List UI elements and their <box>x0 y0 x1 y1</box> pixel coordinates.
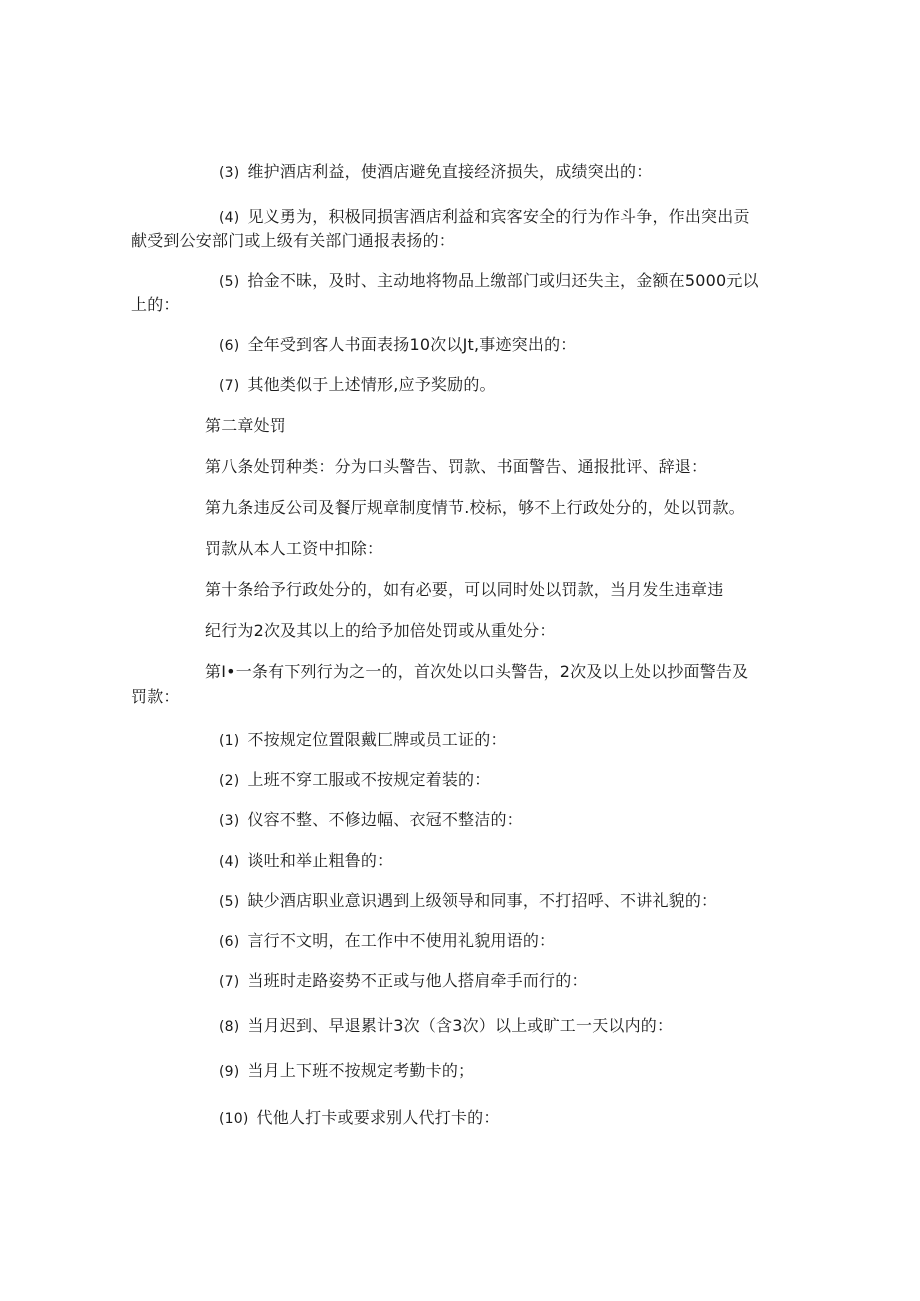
article-10: 第十条给予行政处分的，如有必要，可以同时处以罚款，当月发生违章违 <box>205 580 724 599</box>
penalty-item-9 <box>219 1060 474 1083</box>
item-text: 其他类似于上述情形,应予奖励的。 <box>247 375 496 394</box>
item-text: 缺少酒店职业意识遇到上级领导和同事，不打招呼、不讲礼貌的： <box>247 891 718 910</box>
item-text: 拾金不昧，及时、主动地将物品上缴部门或归还失主，金额在5000元以 <box>247 271 759 290</box>
item-number: (2) <box>219 773 240 789</box>
article-11: 第I•一条有下列行为之一的，首次处以口头警告，2次及以上处以抄面警告及 <box>205 662 749 681</box>
item-number: (1) <box>219 733 240 749</box>
item-number: (4) <box>219 854 240 870</box>
item-number: (3) <box>219 165 240 181</box>
item-text: 代他人打卡或要求别人代打卡的： <box>256 1108 500 1127</box>
item-number: (6) <box>219 338 240 354</box>
penalty-item-2 <box>219 769 490 792</box>
reward-item-4-continuation: 献受到公安部门或上级有关部门通报表扬的： <box>131 231 456 250</box>
reward-item-7 <box>219 374 496 397</box>
item-text: 不按规定位置限戴匚牌或员工证的： <box>247 730 507 749</box>
reward-item-3 <box>219 161 652 184</box>
item-number: (4) <box>219 210 240 226</box>
item-number: (6) <box>219 934 240 950</box>
article-8: 第八条处罚种类：分为口头警告、罚款、书面警告、通报批评、辞退： <box>205 457 708 476</box>
article-11-continuation: 罚款： <box>131 687 180 706</box>
item-text: 当月迟到、早退累计3次（含3次）以上或旷工一天以内的： <box>247 1016 674 1035</box>
item-number: (7) <box>219 974 240 990</box>
reward-item-4 <box>219 206 750 229</box>
item-number: (3) <box>219 813 240 829</box>
penalty-item-1 <box>219 729 507 752</box>
penalty-item-8 <box>219 1015 673 1038</box>
reward-item-6 <box>219 334 576 357</box>
penalty-item-10 <box>219 1107 500 1130</box>
item-text: 当月上下班不按规定考勤卡的； <box>247 1061 475 1080</box>
item-text: 谈吐和举止粗鲁的： <box>247 851 394 870</box>
article-10-continuation: 纪行为2次及其以上的给予加倍处罚或从重处分： <box>205 621 556 640</box>
article-9: 第九条违反公司及餐厅规章制度情节.校标，够不上行政处分的，处以罚款。 <box>205 498 745 517</box>
penalty-item-6 <box>219 930 555 953</box>
penalty-item-7 <box>219 970 588 993</box>
item-text: 见义勇为，积极同损害酒店利益和宾客安全的行为作斗争，作出突出贡 <box>247 207 750 226</box>
penalty-item-3 <box>219 809 523 832</box>
reward-item-5 <box>219 270 759 293</box>
item-number: (7) <box>219 378 240 394</box>
item-number: (5) <box>219 894 240 910</box>
penalty-item-5 <box>219 890 717 913</box>
reward-item-5-continuation: 上的： <box>131 295 180 314</box>
item-number: (10) <box>219 1111 249 1127</box>
item-text: 全年受到客人书面表扬10次以Jt,事迹突出的： <box>247 335 577 354</box>
item-text: 当班时走路姿势不正或与他人搭肩牵手而行的： <box>247 971 588 990</box>
item-text: 维护酒店利益，使酒店避免直接经济损失，成绩突出的： <box>247 162 653 181</box>
penalty-item-4 <box>219 850 393 873</box>
item-number: (9) <box>219 1064 240 1080</box>
item-text: 仪容不整、不修边幅、衣冠不整洁的： <box>247 810 523 829</box>
chapter-title: 第二章处罚 <box>205 416 287 435</box>
item-text: 上班不穿工服或不按规定着装的： <box>247 770 491 789</box>
item-text: 言行不文明，在工作中不使用礼貌用语的： <box>247 931 556 950</box>
item-number: (8) <box>219 1019 240 1035</box>
article-9-continuation: 罚款从本人工资中扣除： <box>205 539 384 558</box>
item-number: (5) <box>219 274 240 290</box>
